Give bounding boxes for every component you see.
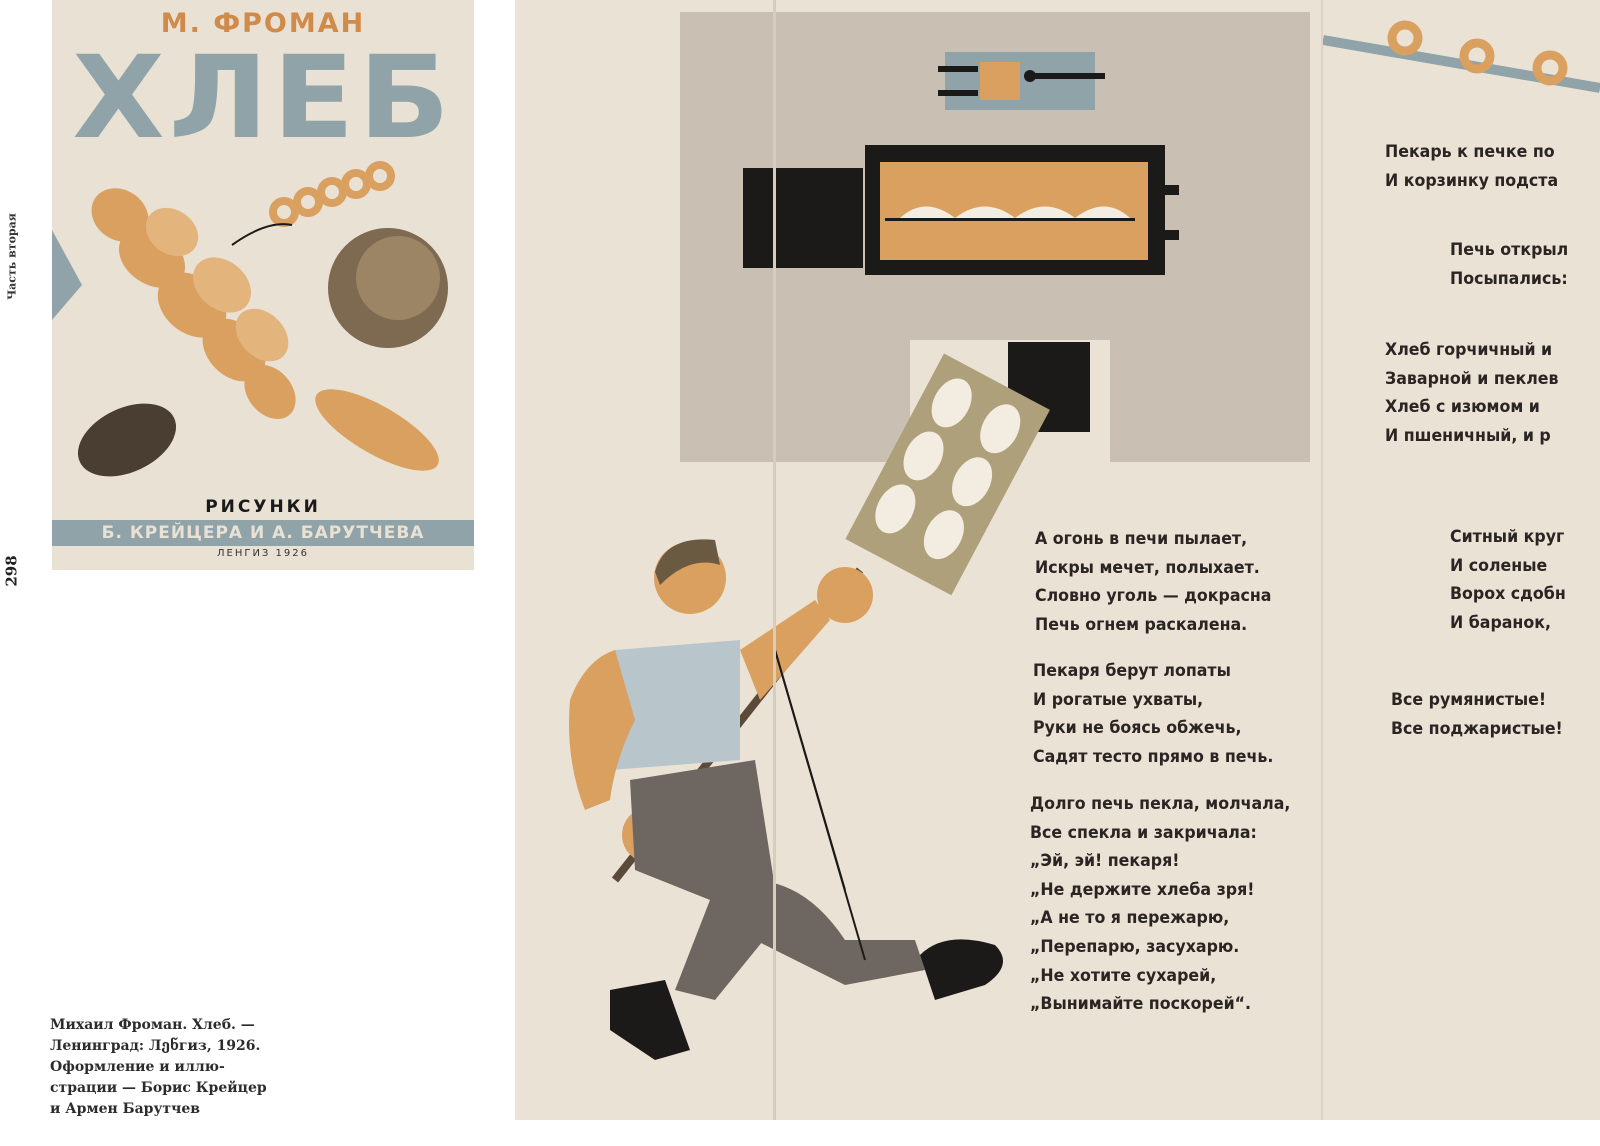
baton-loaf [304, 374, 449, 486]
verse-line: Руки не боясь обжечь, [1033, 718, 1242, 739]
verse-line: И корзинку подста [1385, 170, 1559, 191]
verse-line: Долго печь пекла, молчала, [1030, 794, 1291, 814]
section-title: Часть вторая [5, 213, 19, 300]
verse-line: „Не держите хлеба зря! [1030, 879, 1255, 900]
verse-line: „Перепарю, засухарю. [1030, 936, 1240, 957]
page-gutter [773, 0, 776, 1120]
stanza [1035, 525, 1271, 639]
verse-line: Печь огнем раскалена. [1035, 614, 1248, 635]
verse-line: Пекарь к печке по [1385, 142, 1555, 162]
baker-trousers [630, 760, 780, 1000]
verse-line: „Вынимайте поскорей“. [1030, 994, 1252, 1015]
book-spread [515, 0, 1600, 1120]
verse-line: Ситный круг [1450, 527, 1565, 547]
caption-line: и Армен Барутчев [50, 1101, 200, 1117]
stanza [1385, 138, 1558, 195]
book-cover [52, 0, 474, 570]
caption-line: Михаил Фроман. Хлеб. — [50, 1017, 255, 1033]
cover-grey-wedge [52, 230, 82, 320]
baker-shoe [610, 980, 690, 1060]
stanza [1033, 657, 1273, 771]
figure-caption [50, 1015, 290, 1120]
verse-line: Словно уголь — докрасна [1035, 586, 1272, 607]
stanza [1450, 236, 1568, 293]
cover-publisher: ЛЕНГИЗ 1926 [217, 548, 309, 559]
verse-line: „Не хотите сухарей, [1030, 965, 1217, 986]
stanza [1391, 686, 1563, 743]
verse-line: Садят тесто прямо в печь. [1033, 746, 1274, 767]
verse-line: Хлеб горчичный и [1385, 340, 1553, 360]
cover-credits: РИСУНКИ [205, 497, 321, 517]
dark-loaf [66, 389, 187, 491]
verse-line: Все поджаристые! [1391, 718, 1563, 739]
verse-line: Пекаря берут лопаты [1033, 661, 1231, 681]
verse-line: И рогатые ухваты, [1033, 689, 1204, 710]
verse-line: Заварной и пеклев [1385, 368, 1559, 389]
caption-line: страции — Борис Крейцер [50, 1080, 267, 1096]
verse-line: Искры мечет, полыхает. [1035, 557, 1260, 578]
verse-line: „Эй, эй! пекаря! [1030, 851, 1180, 872]
verse-line: Все спекла и закричала: [1030, 822, 1257, 843]
verse-line: „А не то я пережарю, [1030, 908, 1230, 929]
caption-line: Ленинград: Лენгиз, 1926. [50, 1038, 261, 1054]
verse-line: Ворох сдобн [1450, 584, 1566, 604]
oven-door [743, 168, 863, 268]
baker-shoe [920, 939, 1003, 1000]
verse-line: А огонь в печи пылает, [1035, 529, 1248, 549]
verse-line: И баранок, [1450, 612, 1551, 633]
verse-line: Посыпались: [1450, 268, 1568, 289]
verse-line: Печь открыл [1450, 240, 1569, 260]
cover-illustrators: Б. КРЕЙЦЕРА И А. БАРУТЧЕВА [52, 520, 474, 546]
cover-author: М. ФРОМАН [160, 8, 366, 39]
verse-line: Все румянистые! [1391, 690, 1547, 710]
baker-figure [569, 539, 1003, 1060]
cover-title: ХЛЕБ [72, 32, 454, 165]
stanza [1385, 336, 1559, 450]
page-gutter [1321, 0, 1323, 1120]
running-head [0, 0, 30, 1146]
stanza [1450, 523, 1566, 637]
stanza [1030, 790, 1290, 1019]
verse-line: Хлеб с изюмом и [1385, 397, 1540, 417]
verse-line: И пшеничный, и р [1385, 425, 1551, 446]
page-number: 298 [2, 555, 21, 587]
verse-line: И соленые [1450, 555, 1548, 576]
baker-hand [817, 567, 873, 623]
bagel-string [273, 165, 391, 223]
caption-line: Оформление и иллю- [50, 1059, 225, 1075]
